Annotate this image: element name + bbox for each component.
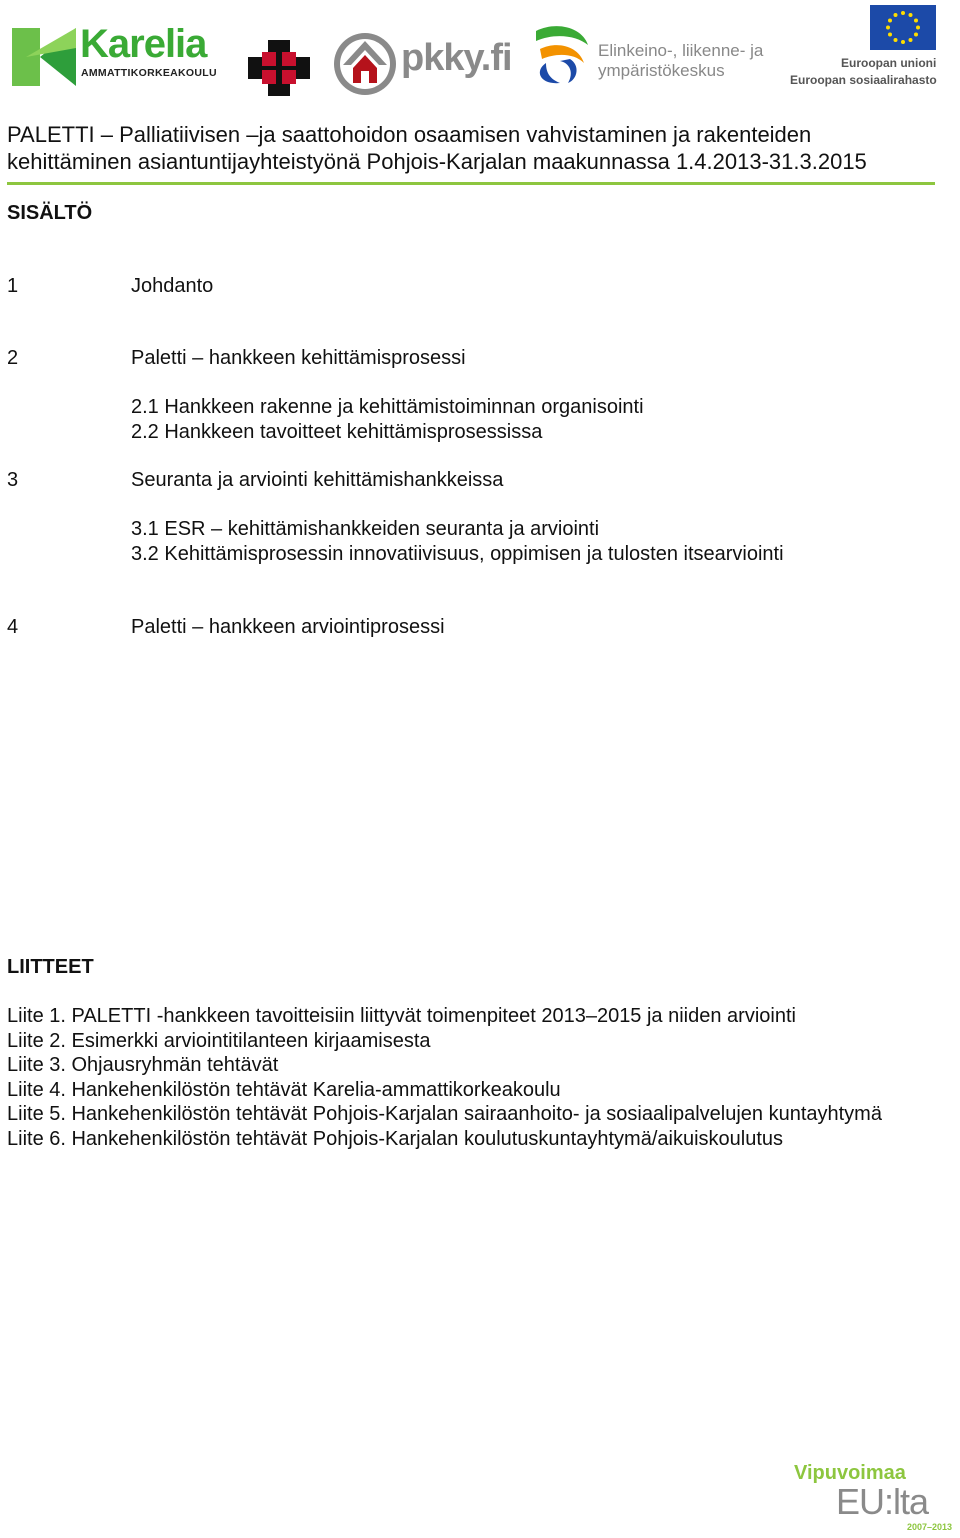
appendix-item: Liite 1. PALETTI -hankkeen tavoitteisiin liittyvät toimenpiteet 2013–2015 ja niiden arviointi	[7, 1005, 796, 1027]
toc-item-number: 4	[7, 616, 19, 638]
appendix-item: Liite 4. Hankehenkilöstön tehtävät Karelia-ammattikorkeakoulu	[7, 1078, 561, 1101]
toc-item-seuranta: Seuranta ja arviointi kehittämishankkeissa	[131, 469, 504, 491]
toc-subitem-3-1: 3.1 ESR – kehittämishankkeiden seuranta ja arviointi	[131, 518, 600, 540]
ely-line1: Elinkeino-, liikenne- ja	[598, 41, 764, 60]
karelia-subtitle: AMMATTIKORKEAKOULU	[81, 67, 217, 79]
eu-line1: Euroopan unioni	[841, 56, 937, 70]
logo-bar	[0, 0, 960, 110]
vipuvoimaa-line2: EU:lta	[836, 1481, 929, 1522]
toc-item-johdanto: Johdanto	[131, 275, 214, 297]
toc-item-number: 3	[7, 469, 19, 491]
appendix-item: Liite 3. Ohjausryhmän tehtävät	[7, 1054, 279, 1077]
karelia-logo	[12, 22, 226, 86]
eu-flag-icon	[870, 5, 936, 50]
toc-subitem-3-2: 3.2 Kehittämisprosessin innovatiivisuus, oppimisen ja tulosten itsearviointi	[131, 543, 784, 565]
toc-item-number: 2	[7, 347, 19, 369]
title-line-1: PALETTI – Palliatiivisen –ja saattohoidon osaamisen vahvistaminen ja rakenteiden	[7, 122, 812, 147]
appendix-item: Liite 5. Hankehenkilöstön tehtävät Pohjois-Karjalan sairaanhoito- ja sosiaalipalvelujen kuntayhtymä	[7, 1103, 882, 1126]
ely-mark-icon	[530, 23, 592, 85]
pkky-house-icon	[333, 31, 397, 97]
appendix-item: Liite 2. Esimerkki arviointitilanteen kirjaamisesta	[7, 1029, 431, 1052]
document-title	[7, 121, 947, 175]
toc-subitem-2-2: 2.2 Hankkeen tavoitteet kehittämisprosessissa	[131, 421, 543, 443]
title-divider	[7, 182, 935, 185]
appendices-heading: LIITTEET	[7, 956, 94, 978]
eu-line2: Euroopan sosiaalirahasto	[790, 73, 937, 87]
vipuvoimaa-logo	[790, 1462, 955, 1536]
toc-heading: SISÄLTÖ	[7, 202, 93, 224]
vipuvoimaa-years: 2007–2013	[907, 1522, 953, 1532]
ely-logo	[530, 23, 770, 87]
vipuvoimaa-line1: Vipuvoimaa	[794, 1462, 906, 1484]
toc-subitem-2-1: 2.1 Hankkeen rakenne ja kehittämistoiminnan organisointi	[131, 396, 644, 418]
ely-line2: ympäristökeskus	[598, 61, 725, 80]
karelia-name: Karelia	[80, 22, 207, 66]
toc-item-number: 1	[7, 275, 19, 297]
cross-logo-icon	[248, 40, 310, 96]
appendix-item: Liite 6. Hankehenkilöstön tehtävät Pohjois-Karjalan koulutuskuntayhtymä/aikuiskoulutus	[7, 1127, 784, 1150]
karelia-mark-icon	[12, 28, 76, 86]
eu-logo	[790, 5, 940, 91]
title-line-2: kehittäminen asiantuntijayhteistyönä Pohjois-Karjalan maakunnassa 1.4.2013-31.3.2015	[7, 149, 867, 174]
toc-item-arviointiprosessi: Paletti – hankkeen arviointiprosessi	[131, 616, 445, 638]
appendix-list	[7, 1004, 882, 1152]
pkky-logo	[333, 31, 512, 97]
toc-item-kehittamisprosessi: Paletti – hankkeen kehittämisprosessi	[131, 347, 466, 369]
pkky-name: pkky.fi	[401, 37, 512, 79]
